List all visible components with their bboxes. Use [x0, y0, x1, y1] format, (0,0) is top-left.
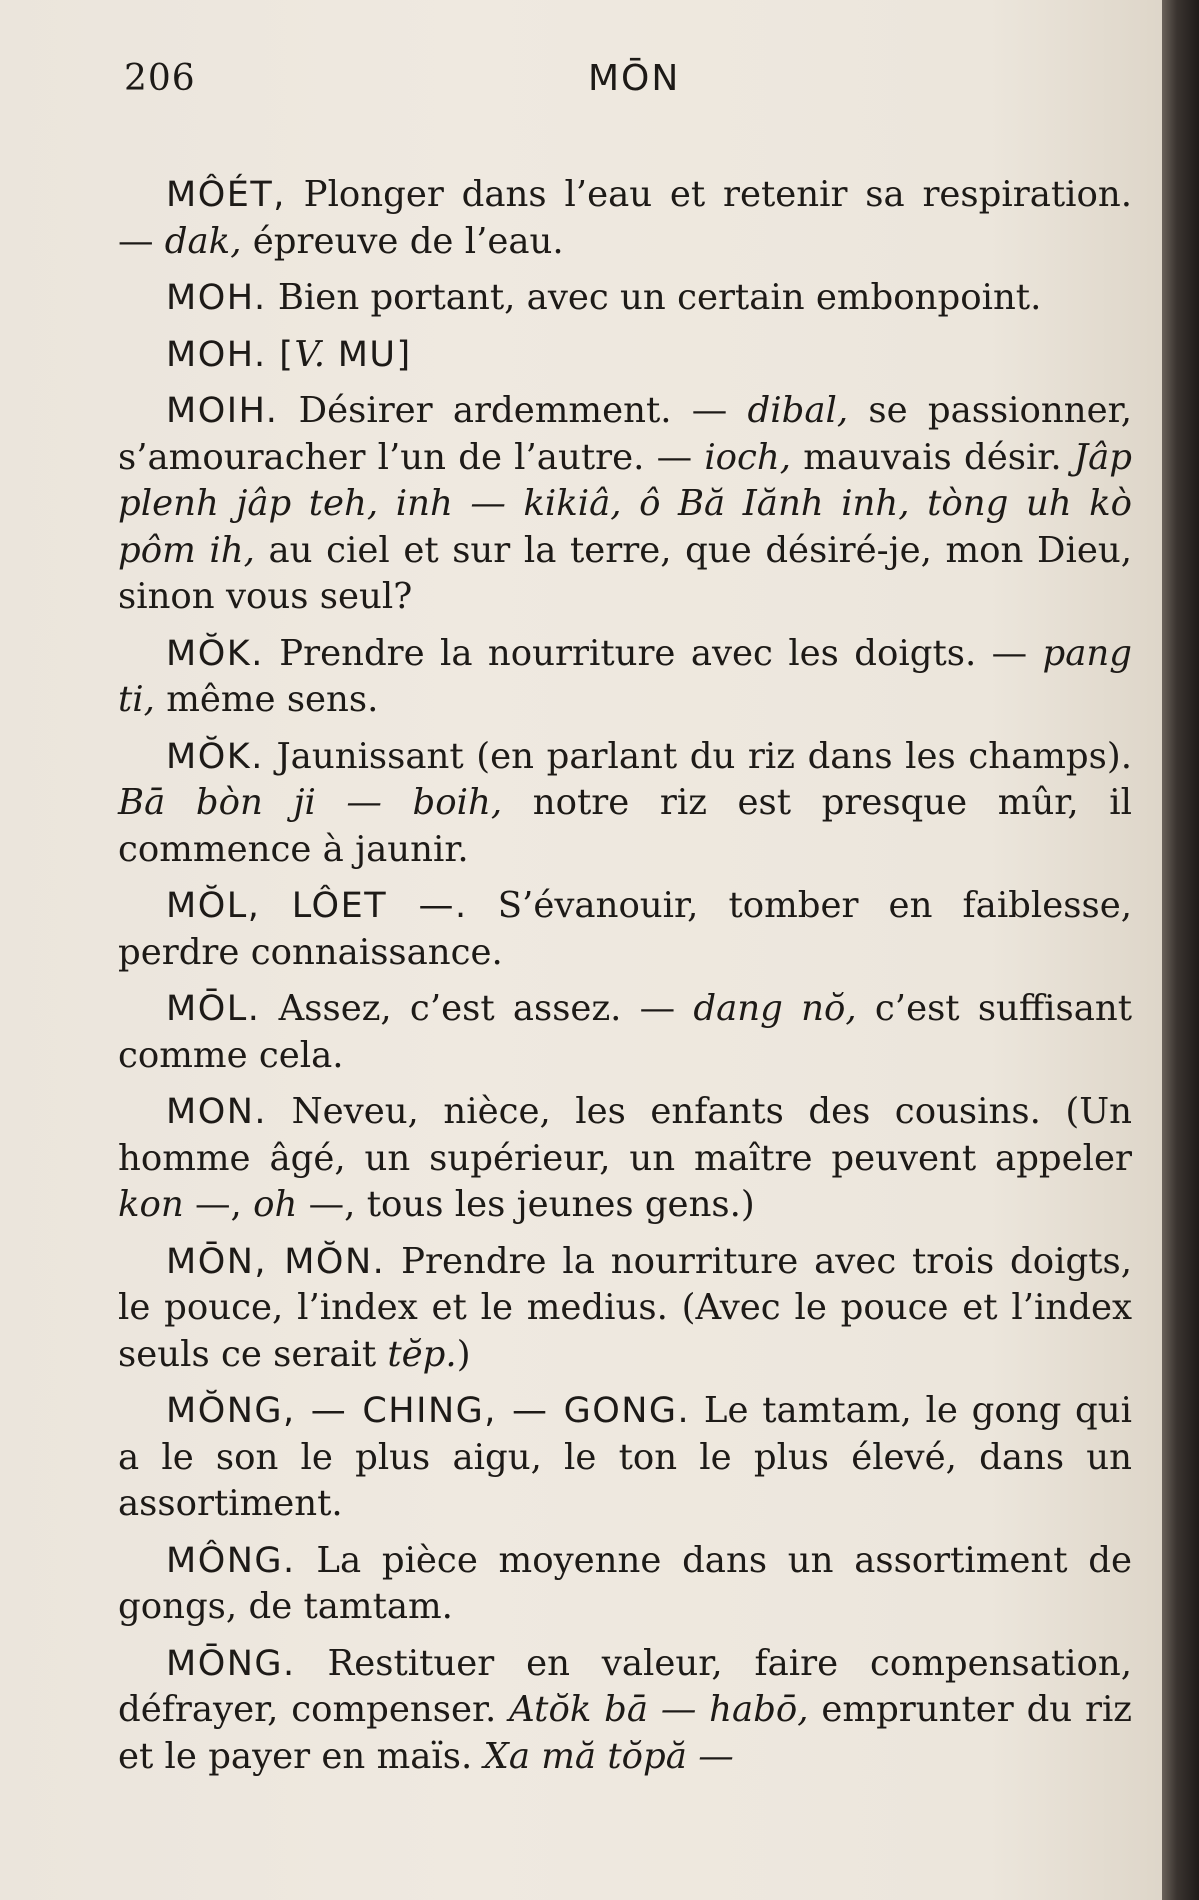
headword: MŌL.	[166, 989, 261, 1029]
definition-text: Neveu, nièce, les enfants des cousins. (Un homme âgé, un supérieur, un maître peuvent appeler	[118, 1091, 1132, 1179]
dictionary-entries	[118, 172, 1132, 1780]
definition-text: notre riz est presque mûr, il commence à jaunir.	[118, 782, 1132, 870]
example-italic: Bā bòn ji — boih,	[118, 782, 503, 823]
definition-text: S’évanouir, tomber en faiblesse, perdre connaissance.	[118, 885, 1132, 973]
headword: MŎK.	[166, 736, 264, 777]
entry-mol-loet	[118, 883, 1132, 976]
entry-moet	[118, 172, 1132, 265]
example-italic: dang nŏ,	[693, 988, 857, 1029]
definition-text: Restituer en valeur, faire compensation, défrayer, compenser.	[118, 1642, 1132, 1730]
entry-mok-2	[118, 734, 1132, 874]
definition-text: —,	[183, 1184, 254, 1225]
page-number: 206	[124, 58, 196, 99]
definition-text: épreuve de l’eau.	[241, 220, 564, 262]
example-italic: Atŏk bā — habō,	[509, 1689, 809, 1730]
definition-text: Prendre la nourriture avec trois doigts, le pouce, l’index et le medius. (Avec le pouce et l’index seuls ce serait	[118, 1240, 1132, 1375]
example-italic: ioch,	[704, 436, 792, 478]
entry-mol	[118, 986, 1132, 1079]
definition-text: Assez, c’est assez. —	[260, 988, 694, 1029]
definition-text: Jaunissant (en parlant du riz dans les champs).	[263, 735, 1132, 777]
entry-mong-ching-gong	[118, 1388, 1132, 1528]
page-header	[118, 58, 1132, 120]
entry-moh	[118, 275, 1132, 322]
entry-mon-mon	[118, 1239, 1132, 1379]
entry-mong-restituer	[118, 1641, 1132, 1781]
headword: MŎL, LÔET —.	[166, 886, 468, 926]
definition-text: emprunter du riz et le payer en maïs.	[118, 1689, 1132, 1777]
headword: MOH.	[166, 278, 267, 318]
definition-text: se passionner, s’amouracher l’un de l’autre. —	[118, 390, 1132, 478]
definition-text: Désirer ardemment. —	[278, 390, 748, 431]
cross-ref-text: MU]	[325, 334, 412, 375]
entry-moih	[118, 388, 1132, 621]
headword: MOH.	[166, 334, 267, 375]
definition-text: mauvais désir.	[791, 436, 1074, 478]
entry-mon	[118, 1089, 1132, 1229]
definition-text: Prendre la nourriture avec les doigts. —	[263, 632, 1043, 674]
definition-text: —, tous les jeunes gens.)	[297, 1184, 755, 1225]
headword: MÔNG.	[166, 1540, 296, 1581]
example-italic: Xa mă tŏpă —	[483, 1735, 734, 1777]
headword: MŌNG.	[166, 1643, 296, 1684]
headword: MŎNG, — CHING, — GONG.	[166, 1391, 691, 1431]
example-italic: dibal,	[747, 390, 849, 431]
cross-ref-italic: V.	[294, 333, 326, 375]
example-italic: pang ti,	[118, 632, 1132, 720]
example-italic: dak,	[164, 220, 242, 262]
example-italic: kon	[118, 1184, 184, 1225]
cross-ref-text: [	[266, 334, 295, 375]
example-italic: Jâp plenh jâp teh, inh — kikiâ, ô Bă Iănh inh, tòng uh kò pôm ih,	[118, 436, 1132, 571]
headword: MOIH.	[166, 391, 279, 431]
definition-text: c’est suffisant comme cela.	[118, 988, 1132, 1076]
headword: MŌN, MŎN.	[166, 1241, 386, 1282]
headword: MON.	[166, 1092, 268, 1132]
definition-text: La pièce moyenne dans un assortiment de gongs, de tamtam.	[118, 1539, 1132, 1627]
definition-text: Le tamtam, le gong qui a le son le plus aigu, le ton le plus élevé, dans un assortiment.	[118, 1390, 1132, 1524]
example-italic: oh	[253, 1184, 298, 1225]
definition-text: au ciel et sur la terre, que désiré-je, mon Dieu, sinon vous seul?	[118, 529, 1132, 617]
book-binding-edge	[1162, 0, 1199, 1900]
definition-text: même sens.	[154, 679, 379, 720]
definition-text: Plonger dans l’eau et retenir sa respiration. —	[118, 174, 1132, 262]
definition-text: Bien portant, avec un certain embonpoint.	[266, 277, 1042, 318]
headword: MÔÉT,	[166, 175, 286, 215]
headword: MŎK.	[166, 633, 264, 674]
entry-mong-piece	[118, 1538, 1132, 1631]
example-italic: tĕp.	[387, 1333, 457, 1375]
definition-text: )	[456, 1333, 471, 1375]
running-head: MŌN	[588, 58, 681, 99]
entry-moh-ref	[118, 332, 1132, 379]
entry-mok-1	[118, 631, 1132, 724]
